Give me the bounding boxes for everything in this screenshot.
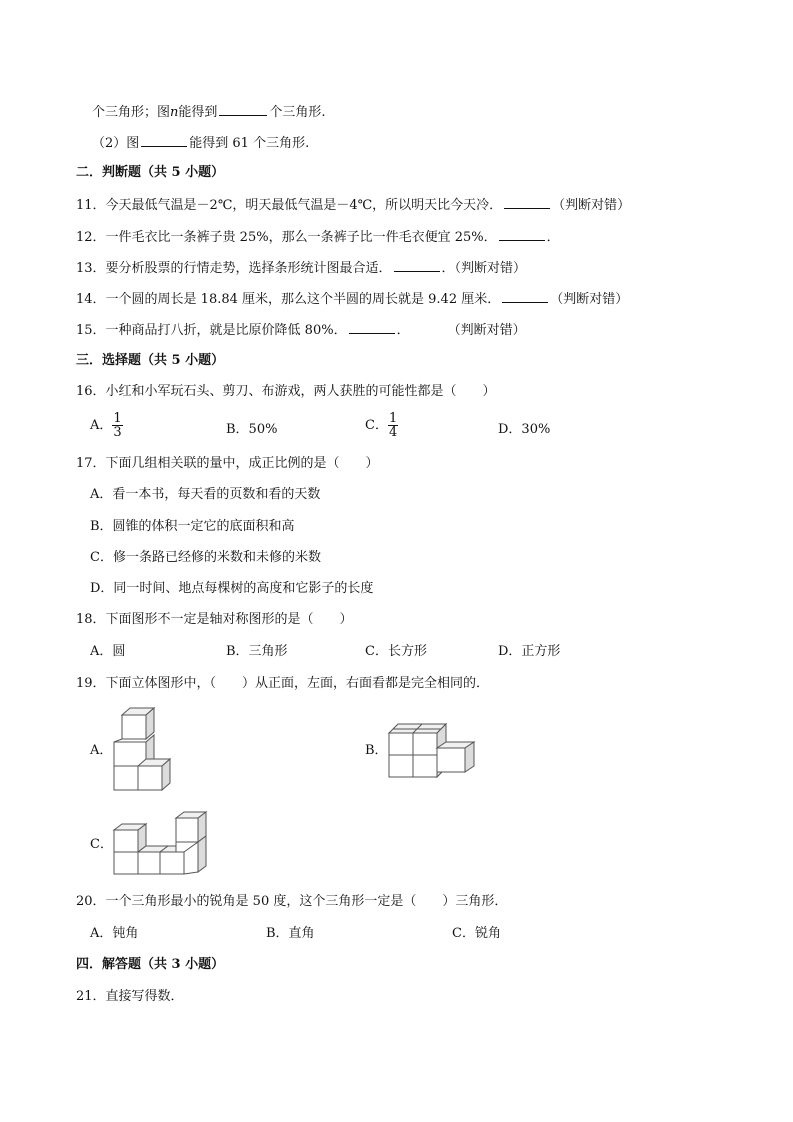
q19-stem: 19．下面立体图形中，（ ）从正面，左面，右面看都是完全相同的．	[76, 676, 490, 691]
q20-option-b[interactable]: B．直角	[266, 926, 315, 941]
q10-text-c: 个三角形.	[269, 105, 326, 120]
q15-hint: （判断对错）	[447, 323, 526, 338]
q16-c-den: 4	[388, 425, 398, 440]
question-13	[76, 259, 526, 278]
q13-blank[interactable]	[394, 259, 440, 272]
q21-stem: 21．直接写得数．	[76, 989, 184, 1004]
q16-option-d[interactable]: D．30%	[498, 422, 551, 437]
q18-stem: 18．下面图形不一定是轴对称图形的是（ ）	[76, 612, 353, 627]
q19-option-c-label[interactable]: C．	[90, 837, 113, 852]
q14-hint: （判断对错）	[550, 292, 629, 307]
q16-option-c[interactable]	[365, 412, 398, 439]
q10-n: n	[170, 105, 179, 120]
section-choice-heading: 三．选择题（共 5 小题）	[76, 353, 225, 368]
q16-c-num: 1	[388, 411, 398, 426]
q16-a-den: 3	[113, 425, 122, 440]
q18-option-b[interactable]: B．三角形	[226, 644, 288, 659]
q18-option-c[interactable]: C．长方形	[365, 644, 427, 659]
q11-hint: （判断对错）	[552, 198, 631, 213]
q19-option-a-label[interactable]: A．	[90, 743, 113, 758]
q19-option-b-label[interactable]: B．	[365, 743, 388, 758]
q16-a-label: A．	[90, 418, 113, 433]
q13-text: 13．要分析股票的行情走势，选择条形统计图最合适．	[76, 261, 392, 276]
q17-stem: 17．下面几组相关联的量中，成正比例的是（ ）	[76, 456, 379, 471]
q10-blank-1[interactable]	[219, 103, 267, 116]
q10-blank-2[interactable]	[141, 134, 187, 147]
q10-line1	[92, 103, 326, 122]
question-14	[76, 290, 628, 309]
q20-stem: 20．一个三角形最小的锐角是 50 度，这个三角形一定是（ ）三角形．	[76, 894, 508, 909]
q16-option-b[interactable]: B．50%	[226, 422, 278, 437]
section-judge-heading: 二．判断题（共 5 小题）	[76, 165, 225, 180]
q15-end: ．	[396, 323, 410, 338]
q13-hint: ．（判断对错）	[441, 261, 527, 276]
q10-line2	[92, 134, 309, 153]
q16-c-fraction	[388, 412, 398, 439]
q16-a-num: 1	[113, 411, 122, 426]
q19-figure-c-cubes[interactable]	[110, 808, 210, 878]
q10-line2-b: 能得到 61 个三角形.	[189, 136, 310, 151]
q15-blank[interactable]	[349, 321, 395, 334]
q10-text-b: 能得到	[178, 105, 218, 120]
q18-option-a[interactable]: A．圆	[90, 644, 126, 659]
q16-a-fraction	[112, 412, 122, 439]
q20-option-a[interactable]: A．钝角	[90, 926, 139, 941]
q17-option-b[interactable]: B．圆锥的体积一定它的底面积和高	[90, 519, 295, 534]
q12-blank[interactable]	[499, 228, 545, 241]
q15-text: 15．一种商品打八折，就是比原价降低 80%．	[76, 323, 347, 338]
q17-option-c[interactable]: C．修一条路已经修的米数和未修的米数	[90, 550, 321, 565]
q19-figure-b-cubes[interactable]	[386, 718, 478, 780]
q16-stem: 16．小红和小军玩石头、剪刀、布游戏，两人获胜的可能性都是（ ）	[76, 384, 496, 399]
q12-end: ．	[546, 230, 560, 245]
question-15	[76, 321, 526, 340]
q11-blank[interactable]	[504, 196, 550, 209]
q11-text: 11．今天最低气温是－2℃，明天最低气温是－4℃，所以明天比今天冷．	[76, 198, 503, 213]
q16-c-label: C．	[365, 418, 388, 433]
question-11	[76, 196, 630, 215]
q10-line2-a: （2）图	[92, 136, 140, 151]
question-12	[76, 228, 560, 247]
q16-option-a[interactable]	[90, 412, 123, 439]
q19-figure-a-cubes[interactable]	[110, 705, 172, 793]
q12-text: 12．一件毛衣比一条裤子贵 25%，那么一条裤子比一件毛衣便宜 25%．	[76, 230, 497, 245]
q14-text: 14．一个圆的周长是 18.84 厘米，那么这个半圆的周长就是 9.42 厘米．	[76, 292, 501, 307]
q18-option-d[interactable]: D．正方形	[498, 644, 561, 659]
q10-text-a: 个三角形；图	[92, 105, 171, 120]
q20-option-c[interactable]: C．锐角	[452, 926, 501, 941]
q17-option-d[interactable]: D．同一时间、地点每棵树的高度和它影子的长度	[90, 581, 374, 596]
section-answer-heading: 四．解答题（共 3 小题）	[76, 957, 225, 972]
q14-blank[interactable]	[502, 290, 548, 303]
q17-option-a[interactable]: A．看一本书，每天看的页数和看的天数	[90, 487, 321, 502]
